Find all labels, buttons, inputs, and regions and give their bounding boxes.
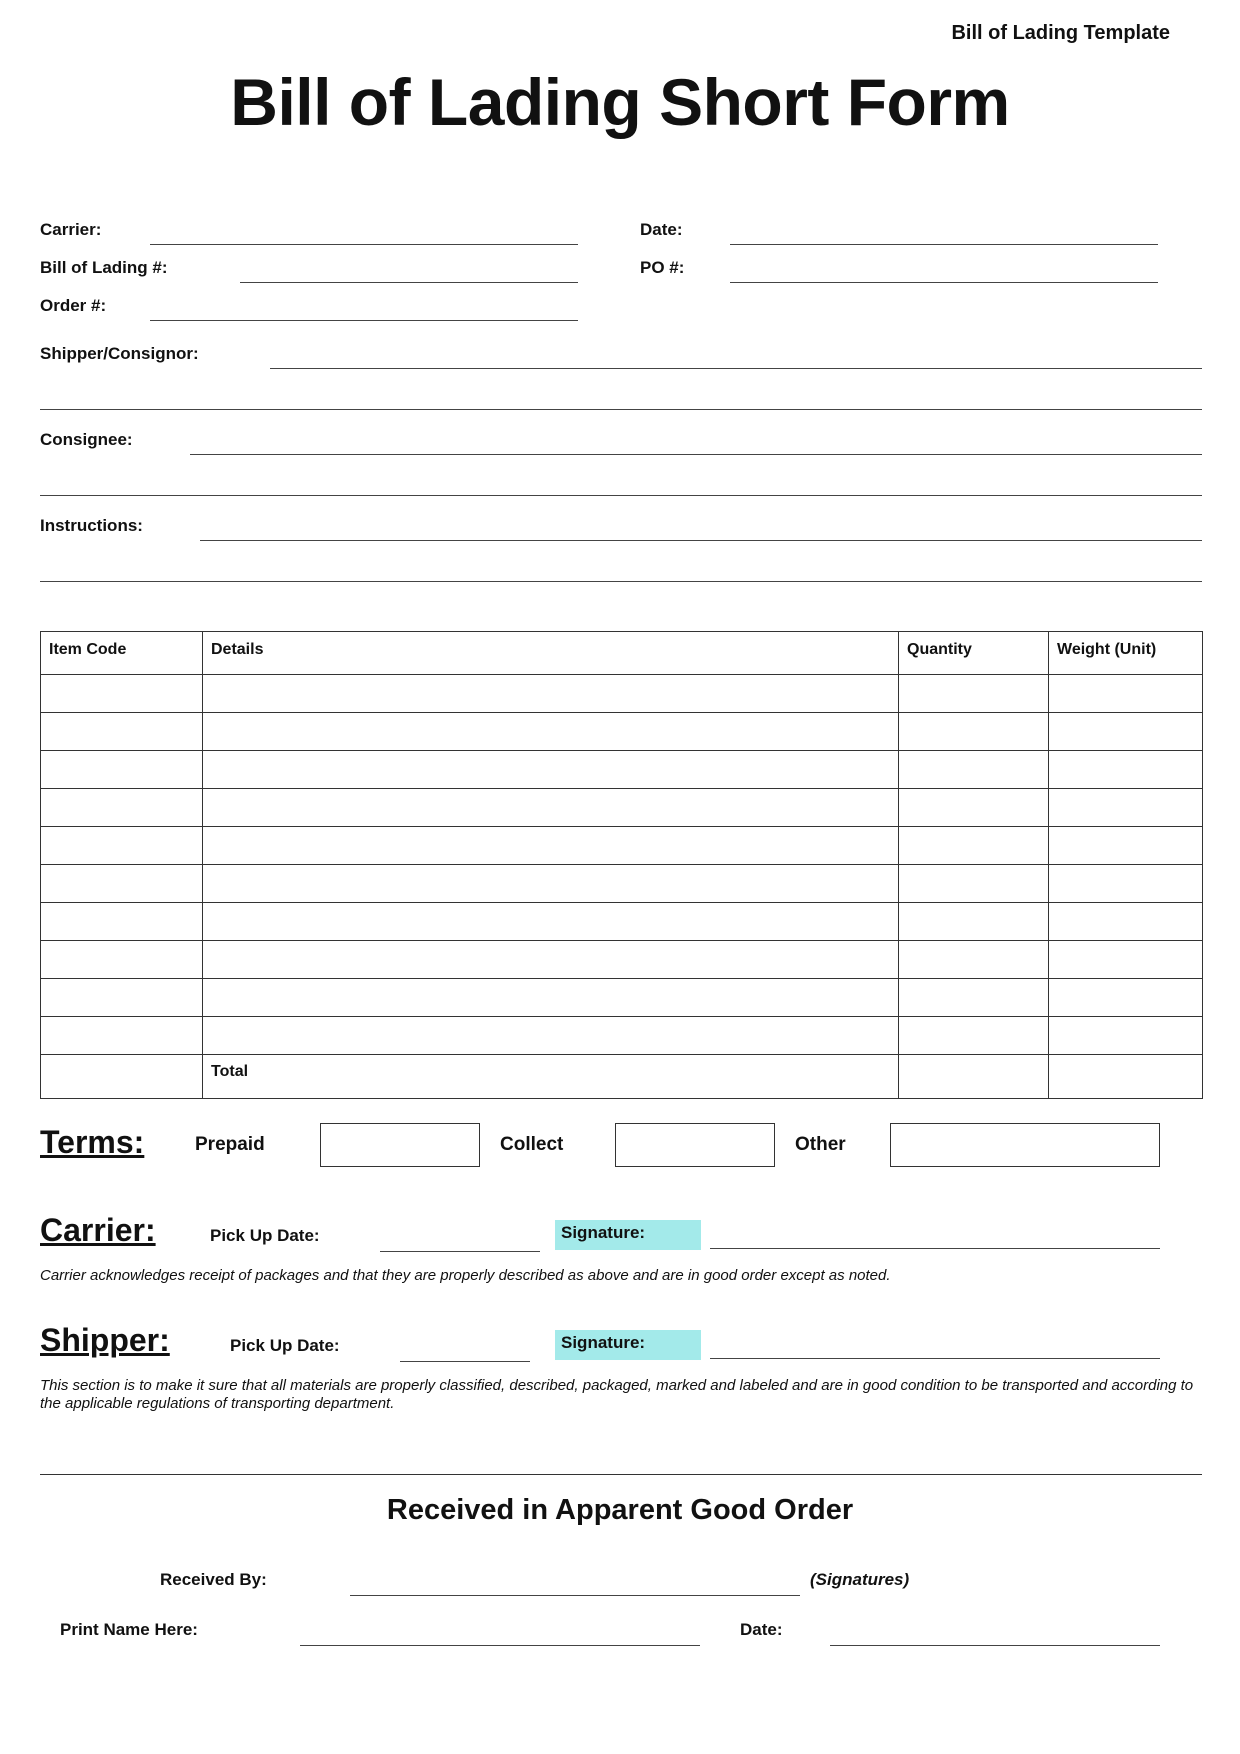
shipper-consignor-field[interactable]: [270, 368, 1202, 369]
quantity-cell[interactable]: [899, 675, 1049, 713]
page-title: Bill of Lading Short Form: [230, 65, 1010, 139]
table-row: [41, 979, 1203, 1017]
instructions-label: Instructions:: [40, 516, 143, 535]
total-label: Total: [203, 1055, 899, 1099]
print-name-label: Print Name Here:: [60, 1620, 198, 1639]
collect-label: Collect: [500, 1134, 564, 1155]
received-heading: Received in Apparent Good Order: [386, 1494, 854, 1526]
details-cell[interactable]: [203, 1017, 899, 1055]
instructions-field[interactable]: [200, 540, 1202, 541]
quantity-cell[interactable]: [899, 789, 1049, 827]
table-row: [41, 827, 1203, 865]
table-row: [41, 903, 1203, 941]
received-by-field[interactable]: [350, 1595, 800, 1596]
quantity-cell[interactable]: [899, 903, 1049, 941]
instructions-field-line-2[interactable]: [40, 581, 1202, 582]
weight-cell[interactable]: [1049, 1017, 1203, 1055]
carrier-pickup-date-label: Pick Up Date:: [210, 1226, 320, 1245]
table-row: [41, 789, 1203, 827]
quantity-cell[interactable]: [899, 941, 1049, 979]
column-header-weight: Weight (Unit): [1049, 632, 1203, 675]
shipper-consignor-field-line-2[interactable]: [40, 409, 1202, 410]
template-label: Bill of Lading Template: [951, 22, 1170, 44]
total-item-code-cell: [41, 1055, 203, 1099]
details-cell[interactable]: [203, 941, 899, 979]
shipper-consignor-label: Shipper/Consignor:: [40, 344, 199, 363]
terms-heading: Terms:: [40, 1124, 145, 1160]
item-code-cell[interactable]: [41, 979, 203, 1017]
carrier-field[interactable]: [150, 244, 578, 245]
column-header-details: Details: [203, 632, 899, 675]
section-divider: [40, 1474, 1202, 1475]
weight-cell[interactable]: [1049, 865, 1203, 903]
prepaid-label: Prepaid: [195, 1134, 265, 1155]
date-field[interactable]: [730, 244, 1158, 245]
weight-cell[interactable]: [1049, 751, 1203, 789]
column-header-item-code: Item Code: [41, 632, 203, 675]
details-cell[interactable]: [203, 713, 899, 751]
po-number-label: PO #:: [640, 258, 685, 277]
bol-number-field[interactable]: [240, 282, 578, 283]
weight-cell[interactable]: [1049, 713, 1203, 751]
table-header-row: [41, 632, 1203, 675]
weight-cell[interactable]: [1049, 675, 1203, 713]
carrier-signature-label: Signature:: [555, 1220, 701, 1250]
weight-cell[interactable]: [1049, 789, 1203, 827]
weight-cell[interactable]: [1049, 827, 1203, 865]
quantity-cell[interactable]: [899, 979, 1049, 1017]
details-cell[interactable]: [203, 865, 899, 903]
table-body: [41, 675, 1203, 1099]
item-code-cell[interactable]: [41, 1017, 203, 1055]
table-row: [41, 865, 1203, 903]
order-number-field[interactable]: [150, 320, 578, 321]
carrier-pickup-date-field[interactable]: [380, 1251, 540, 1252]
quantity-cell[interactable]: [899, 751, 1049, 789]
quantity-cell[interactable]: [899, 1017, 1049, 1055]
received-date-field[interactable]: [830, 1645, 1160, 1646]
other-label: Other: [795, 1134, 846, 1155]
table-row: [41, 941, 1203, 979]
prepaid-box[interactable]: [320, 1123, 480, 1167]
shipper-pickup-date-label: Pick Up Date:: [230, 1336, 340, 1355]
table-row: [41, 751, 1203, 789]
received-date-label: Date:: [740, 1620, 783, 1639]
item-code-cell[interactable]: [41, 865, 203, 903]
print-name-field[interactable]: [300, 1645, 700, 1646]
quantity-cell[interactable]: [899, 865, 1049, 903]
weight-cell[interactable]: [1049, 941, 1203, 979]
table-row: [41, 675, 1203, 713]
collect-box[interactable]: [615, 1123, 775, 1167]
item-code-cell[interactable]: [41, 903, 203, 941]
details-cell[interactable]: [203, 903, 899, 941]
details-cell[interactable]: [203, 675, 899, 713]
shipper-signature-field[interactable]: [710, 1358, 1160, 1359]
details-cell[interactable]: [203, 789, 899, 827]
shipper-heading: Shipper:: [40, 1322, 170, 1358]
received-by-label: Received By:: [160, 1570, 267, 1589]
item-code-cell[interactable]: [41, 713, 203, 751]
date-label: Date:: [640, 220, 683, 239]
table-row: [41, 713, 1203, 751]
item-code-cell[interactable]: [41, 827, 203, 865]
consignee-field-line-2[interactable]: [40, 495, 1202, 496]
items-table: [40, 631, 1203, 1099]
shipper-pickup-date-field[interactable]: [400, 1361, 530, 1362]
carrier-signature-field[interactable]: [710, 1248, 1160, 1249]
other-box[interactable]: [890, 1123, 1160, 1167]
details-cell[interactable]: [203, 827, 899, 865]
details-cell[interactable]: [203, 979, 899, 1017]
table-row: [41, 1017, 1203, 1055]
item-code-cell[interactable]: [41, 675, 203, 713]
po-number-field[interactable]: [730, 282, 1158, 283]
order-number-label: Order #:: [40, 296, 107, 315]
carrier-heading: Carrier:: [40, 1212, 156, 1248]
weight-cell[interactable]: [1049, 979, 1203, 1017]
consignee-label: Consignee:: [40, 430, 133, 449]
total-weight-cell[interactable]: [1049, 1055, 1203, 1099]
weight-cell[interactable]: [1049, 903, 1203, 941]
consignee-field[interactable]: [190, 454, 1202, 455]
total-quantity-cell[interactable]: [899, 1055, 1049, 1099]
table-total-row: [41, 1055, 1203, 1099]
bol-number-label: Bill of Lading #:: [40, 258, 168, 277]
signatures-label: (Signatures): [810, 1570, 910, 1589]
column-header-quantity: Quantity: [899, 632, 1049, 675]
shipper-signature-label: Signature:: [555, 1330, 701, 1360]
item-code-cell[interactable]: [41, 751, 203, 789]
quantity-cell[interactable]: [899, 713, 1049, 751]
details-cell[interactable]: [203, 751, 899, 789]
item-code-cell[interactable]: [41, 941, 203, 979]
quantity-cell[interactable]: [899, 827, 1049, 865]
item-code-cell[interactable]: [41, 789, 203, 827]
carrier-label: Carrier:: [40, 220, 102, 239]
shipper-compliance-note: This section is to make it sure that all materials are properly classified, described, packaged, marked and labeled and are in good condition to be transported and according to the applicable regulations of transporting department.: [40, 1377, 1194, 1412]
carrier-acknowledgement-note: Carrier acknowledges receipt of packages and that they are properly described as above and are in good order except as noted.: [40, 1267, 891, 1284]
